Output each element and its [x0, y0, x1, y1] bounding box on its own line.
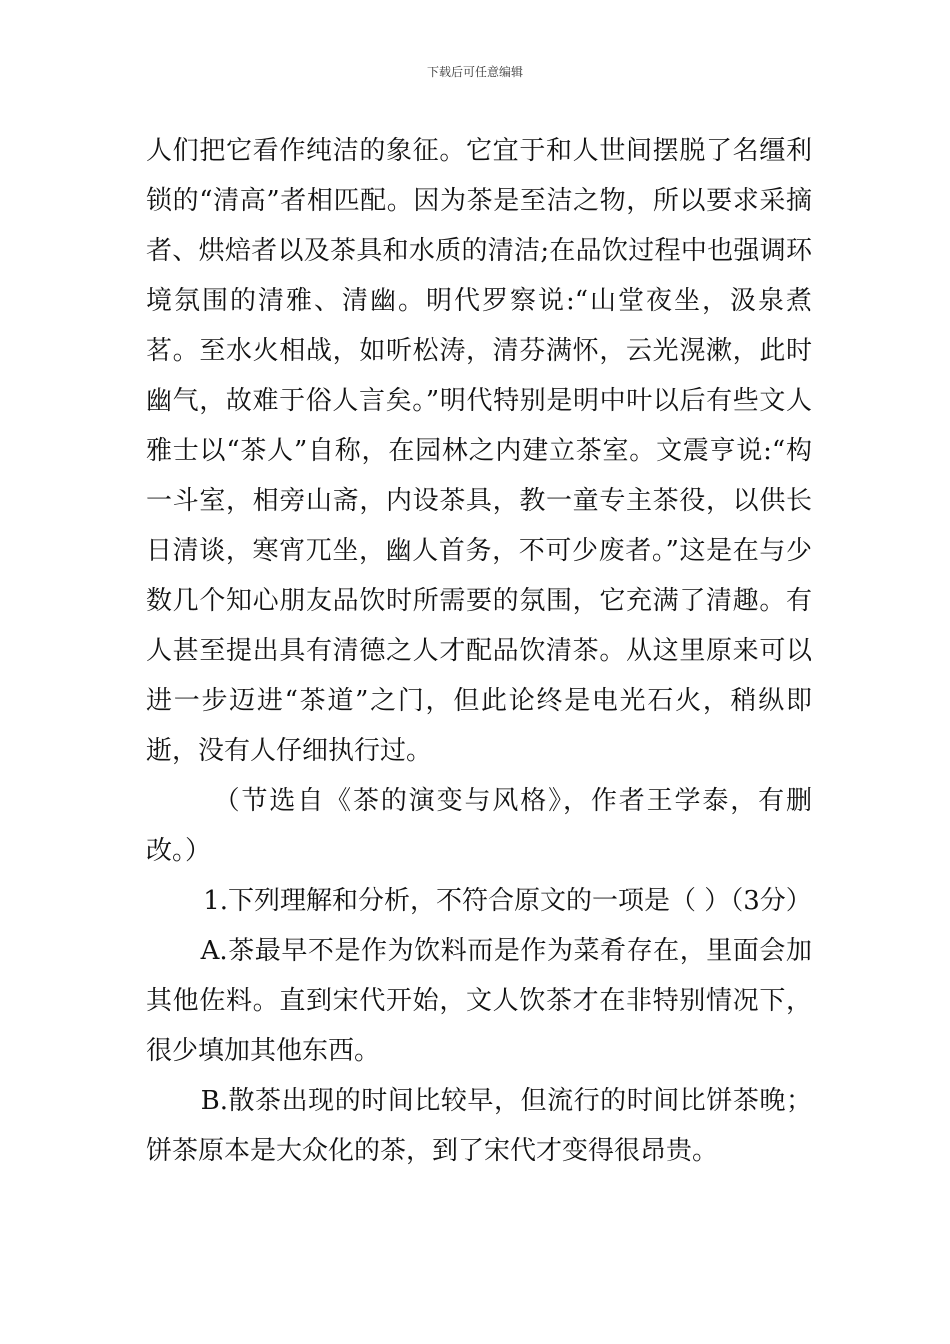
page-header: 下载后可任意编辑 [426, 65, 523, 79]
source-note: （节选自《茶的演变与风格》，作者王学泰，有删改。） [146, 786, 812, 866]
option-a: A.茶最早不是作为饮料而是作为菜肴存在，里面会加其他佐料。直到宋代开始，文人饮茶才在非特别情况下，很少填加其他东西。 [146, 936, 812, 1066]
main-paragraph: 人们把它看作纯洁的象征。它宜于和人世间摆脱了名缰利锁的“清高”者相匹配。因为茶是至洁之物，所以要求采摘者、烘焙者以及茶具和水质的清洁;在品饮过程中也强调环境氛围的清雅、清幽。明代罗察说:“山堂夜坐，汲泉煮茗。至水火相战，如听松涛，清芬满怀，云光滉漱，此时幽气，故难于俗人言矣。”明代特别是明中叶以后有些文人雅士以“茶人”自称，在园林之内建立茶室。文震亨说:“构一斗室，相旁山斋，内设茶具，教一童专主茶役，以供长日清谈，寒宵兀坐，幽人首务，不可少废者。”这是在与少数几个知心朋友品饮时所需要的氛围，它充满了清趣。有人甚至提出具有清德之人才配品饮清茶。从这里原来可以进一步迈进“茶道”之门，但此论终是电光石火，稍纵即逝，没有人仔细执行过。 [146, 136, 812, 766]
question-1: 1.下列理解和分析，不符合原文的一项是（ ）（3分） [203, 886, 812, 916]
document-body [146, 126, 812, 1176]
option-b: B.散茶出现的时间比较早，但流行的时间比饼茶晚；饼茶原本是大众化的茶，到了宋代才变得很昂贵。 [146, 1086, 812, 1166]
